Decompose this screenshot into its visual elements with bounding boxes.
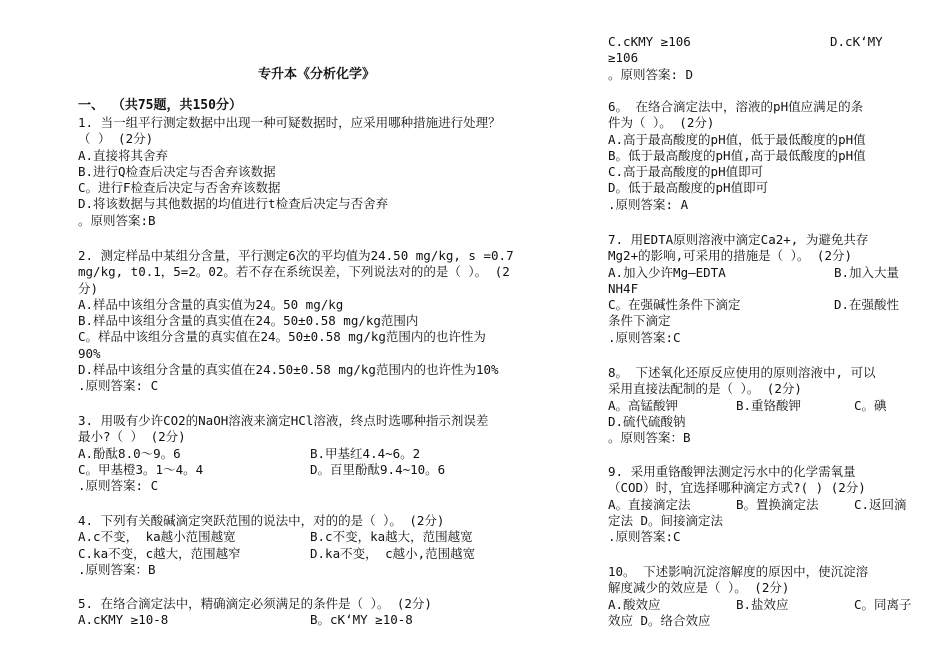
standard-answer: 。原则答案:B <box>78 212 156 228</box>
option: D。百里酚酞9.4~10。6 <box>310 461 446 477</box>
option: A。高锰酸钾 <box>608 397 679 413</box>
question-5-continued <box>608 34 914 83</box>
standard-answer: .原则答案: A <box>608 196 689 212</box>
section-heading: 一、 （共75题，共150分） <box>78 98 242 113</box>
option: D.将该数据与其他数据的均值进行t检查后决定与否舍弃 <box>78 196 389 212</box>
option: D.硫代硫酸钠 <box>608 413 686 429</box>
question-stem: 最小?（ ） (2分) <box>78 429 186 445</box>
option: C。在强碱性条件下滴定 <box>608 297 741 313</box>
option: B.加入大量 <box>834 264 900 280</box>
document-title: 专升本《分析化学》 <box>258 67 376 82</box>
question-stem: mg/kg, t0.1，5=2。02。若不存在系统误差，下列说法对的的是（ ）。 (2 <box>78 264 510 280</box>
standard-answer: .原则答案: C <box>78 478 159 494</box>
option: A.样品中该组分含量的真实值为24。50 mg/kg <box>78 296 344 312</box>
standard-answer: .原则答案：B <box>78 561 156 577</box>
option: C。样品中该组分含量的真实值在24。50±0.58 mg/kg范围内的也许性为 <box>78 329 486 345</box>
option: 定法 D。间接滴定法 <box>608 512 724 528</box>
question-stem: 7. 用EDTA原则溶液中滴定Ca2+, 为避免共存 <box>608 232 869 247</box>
question-stem: 5. 在络合滴定法中，精确滴定必须满足的条件是（ ）。 (2分) <box>78 596 432 611</box>
option: B.c不变，ka越大，范围越宽 <box>310 529 473 545</box>
standard-answer: 。原则答案：B <box>608 430 691 446</box>
option: A.加入少许Mg—EDTA <box>608 264 726 280</box>
option: C.返回滴 <box>854 496 907 512</box>
option: B.甲基红4.4~6。2 <box>310 445 421 461</box>
question-stem: 9. 采用重铬酸钾法测定污水中的化学需氧量 <box>608 464 856 479</box>
option: B.进行Q检查后决定与否舍弃该数据 <box>78 163 276 179</box>
question-6 <box>608 99 914 213</box>
question-4 <box>78 513 578 578</box>
question-stem: 1. 当一组平行测定数据中出现一种可疑数据时，应采用哪种措施进行处理？ <box>78 115 501 130</box>
standard-answer: .原则答案: C <box>78 378 159 394</box>
option: 90% <box>78 345 101 361</box>
option: NH4F <box>608 280 639 296</box>
question-stem: 3. 用吸有少许CO2的NaOH溶液来滴定HCl溶液，终点时选哪种指示剂误差 <box>78 413 489 428</box>
option: ≥106 <box>608 50 639 66</box>
option: A.高于最高酸度的pH值，低于最低酸度的pH值 <box>608 131 866 147</box>
standard-answer: 。原则答案: D <box>608 66 694 82</box>
question-stem: 6。 在络合滴定法中，溶液的pH值应满足的条 <box>608 99 864 114</box>
option: B.样品中该组分含量的真实值在24。50±0.58 mg/kg范围内 <box>78 313 419 329</box>
question-stem: 件为（ ）。 (2分) <box>608 115 715 131</box>
standard-answer: .原则答案:C <box>608 329 681 345</box>
option: D.样品中该组分含量的真实值在24.50±0.58 mg/kg范围内的也许性为10% <box>78 362 499 378</box>
option: A.酸效应 <box>608 596 661 612</box>
question-stem: 4. 下列有关酸碱滴定突跃范围的说法中，对的的是（ ）。 (2分) <box>78 513 445 528</box>
question-stem: Mg2+的影响,可采用的措施是（ ）。 (2分) <box>608 248 853 264</box>
option: A.cKMY ≥10-8 <box>78 612 169 628</box>
question-stem: 8。 下述氧化还原反应使用的原则溶液中, 可以 <box>608 365 876 380</box>
option: C。甲基橙3。1～4。4 <box>78 461 204 477</box>
option: A.酚酞8.0～9。6 <box>78 445 181 461</box>
option: B。低于最高酸度的pH值,高于最低酸度的pH值 <box>608 147 866 163</box>
option: D.ka不变， c越小,范围越宽 <box>310 545 476 561</box>
option: B。cK‘MY ≥10-8 <box>310 612 413 628</box>
question-stem: 解度减少的效应是（ ）。 (2分) <box>608 580 790 596</box>
question-10 <box>608 564 914 629</box>
question-7 <box>608 232 914 346</box>
question-2 <box>78 248 578 395</box>
question-stem: 采用直接法配制的是（ ）。 (2分) <box>608 381 802 397</box>
option: B。置换滴定法 <box>736 496 819 512</box>
option: B.盐效应 <box>736 596 789 612</box>
option: C。同离子 <box>854 596 912 612</box>
standard-answer: .原则答案:C <box>608 529 681 545</box>
option: C.ka不变，c越大，范围越窄 <box>78 545 241 561</box>
option: B.重铬酸钾 <box>736 397 802 413</box>
option: A.直接将其舍弃 <box>78 147 169 163</box>
question-3 <box>78 413 578 494</box>
option: 条件下滴定 <box>608 313 671 329</box>
option: D。低于最高酸度的pH值即可 <box>608 180 769 196</box>
question-5 <box>78 596 578 629</box>
option: C。进行F检查后决定与否舍弃该数据 <box>78 180 281 196</box>
question-stem: 10。 下述影响沉淀溶解度的原因中，使沉淀溶 <box>608 564 869 579</box>
option: A。直接滴定法 <box>608 496 691 512</box>
option: D.在强酸性 <box>834 297 900 313</box>
question-1 <box>78 115 578 229</box>
option: 效应 D。络合效应 <box>608 612 711 628</box>
option: C.高于最高酸度的pH值即可 <box>608 164 764 180</box>
option: C。碘 <box>854 397 887 413</box>
option: A.c不变， ka越小范围越宽 <box>78 529 236 545</box>
question-stem: （COD）时，宜选择哪种滴定方式?( ) (2分) <box>608 480 866 496</box>
question-8 <box>608 365 914 446</box>
option: C.cKMY ≥106 <box>608 34 691 49</box>
option: D.cK‘MY <box>830 34 883 49</box>
question-9 <box>608 464 914 545</box>
question-stem: 2. 测定样品中某组分含量，平行测定6次的平均值为24.50 mg/kg, s =0.7 <box>78 248 514 263</box>
question-stem: 分) <box>78 280 99 296</box>
question-stem: （ ） (2分) <box>78 131 154 147</box>
